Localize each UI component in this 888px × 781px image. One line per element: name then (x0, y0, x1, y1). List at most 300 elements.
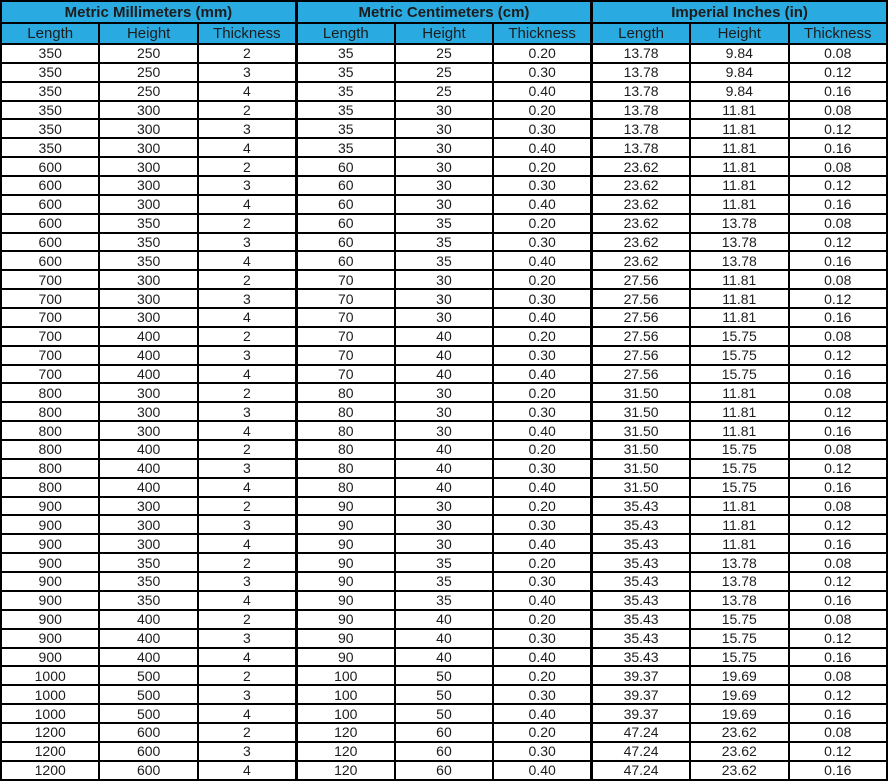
cell: 900 (1, 497, 99, 516)
cell: 0.12 (789, 402, 888, 421)
cell: 15.75 (690, 459, 788, 478)
cell: 3 (198, 289, 296, 308)
cell: 500 (99, 704, 197, 723)
cell: 0.30 (493, 459, 591, 478)
cell: 13.78 (690, 251, 788, 270)
cell: 80 (296, 440, 394, 459)
cell: 23.62 (690, 761, 788, 780)
cell: 3 (198, 233, 296, 252)
cell: 19.69 (690, 685, 788, 704)
cell: 13.78 (690, 591, 788, 610)
cell: 11.81 (690, 515, 788, 534)
cell: 600 (99, 723, 197, 742)
cell: 11.81 (690, 101, 788, 120)
cell: 27.56 (592, 346, 690, 365)
cell: 0.30 (493, 685, 591, 704)
cell: 300 (99, 270, 197, 289)
cell: 35.43 (592, 572, 690, 591)
cell: 600 (1, 176, 99, 195)
cell: 13.78 (592, 82, 690, 101)
cell: 19.69 (690, 704, 788, 723)
cell: 300 (99, 421, 197, 440)
cell: 0.12 (789, 742, 888, 761)
table-row (1, 515, 887, 534)
cell: 1000 (1, 666, 99, 685)
cell: 60 (395, 723, 493, 742)
cell: 40 (395, 610, 493, 629)
cell: 0.16 (789, 251, 888, 270)
cell: 0.20 (493, 327, 591, 346)
cell: 3 (198, 119, 296, 138)
cell: 0.12 (789, 459, 888, 478)
group-header-metric-mm: Metric Millimeters (mm) (1, 1, 296, 23)
cell: 0.30 (493, 233, 591, 252)
cell: 35.43 (592, 553, 690, 572)
cell: 1200 (1, 723, 99, 742)
cell: 600 (99, 742, 197, 761)
cell: 31.50 (592, 402, 690, 421)
cell: 60 (296, 233, 394, 252)
cell: 35 (296, 101, 394, 120)
table-row (1, 591, 887, 610)
cell: 350 (1, 82, 99, 101)
cell: 11.81 (690, 497, 788, 516)
cell: 35 (296, 119, 394, 138)
column-header-mm-thickness: Thickness (198, 23, 296, 44)
cell: 90 (296, 629, 394, 648)
cell: 300 (99, 534, 197, 553)
cell: 350 (1, 63, 99, 82)
cell: 900 (1, 648, 99, 667)
cell: 0.12 (789, 629, 888, 648)
cell: 40 (395, 440, 493, 459)
cell: 40 (395, 648, 493, 667)
cell: 35 (395, 553, 493, 572)
cell: 0.12 (789, 572, 888, 591)
cell: 2 (198, 723, 296, 742)
cell: 80 (296, 421, 394, 440)
cell: 31.50 (592, 383, 690, 402)
table-row (1, 63, 887, 82)
cell: 3 (198, 742, 296, 761)
cell: 3 (198, 176, 296, 195)
cell: 600 (1, 214, 99, 233)
cell: 2 (198, 44, 296, 63)
cell: 0.08 (789, 157, 888, 176)
cell: 3 (198, 63, 296, 82)
cell: 0.12 (789, 63, 888, 82)
cell: 600 (1, 195, 99, 214)
table-row (1, 440, 887, 459)
cell: 35.43 (592, 515, 690, 534)
cell: 350 (99, 214, 197, 233)
cell: 0.30 (493, 572, 591, 591)
table-row (1, 251, 887, 270)
cell: 0.12 (789, 176, 888, 195)
group-header-imperial-in: Imperial Inches (in) (592, 1, 887, 23)
cell: 0.40 (493, 308, 591, 327)
cell: 60 (395, 742, 493, 761)
cell: 70 (296, 308, 394, 327)
cell: 0.08 (789, 440, 888, 459)
cell: 70 (296, 365, 394, 384)
cell: 70 (296, 289, 394, 308)
cell: 300 (99, 176, 197, 195)
cell: 0.12 (789, 119, 888, 138)
cell: 35.43 (592, 629, 690, 648)
cell: 2 (198, 101, 296, 120)
cell: 35 (395, 572, 493, 591)
cell: 31.50 (592, 478, 690, 497)
cell: 3 (198, 629, 296, 648)
cell: 4 (198, 308, 296, 327)
cell: 0.20 (493, 610, 591, 629)
cell: 4 (198, 421, 296, 440)
cell: 120 (296, 761, 394, 780)
table-row (1, 270, 887, 289)
cell: 40 (395, 346, 493, 365)
table-row (1, 742, 887, 761)
cell: 250 (99, 82, 197, 101)
cell: 3 (198, 402, 296, 421)
cell: 15.75 (690, 648, 788, 667)
cell: 80 (296, 478, 394, 497)
cell: 500 (99, 666, 197, 685)
cell: 300 (99, 308, 197, 327)
cell: 35 (395, 251, 493, 270)
cell: 300 (99, 138, 197, 157)
cell: 900 (1, 591, 99, 610)
table-row (1, 553, 887, 572)
cell: 0.40 (493, 534, 591, 553)
column-header-mm-height: Height (99, 23, 197, 44)
table-row (1, 610, 887, 629)
cell: 400 (99, 478, 197, 497)
cell: 0.30 (493, 63, 591, 82)
cell: 250 (99, 44, 197, 63)
cell: 300 (99, 101, 197, 120)
cell: 31.50 (592, 421, 690, 440)
cell: 300 (99, 289, 197, 308)
cell: 2 (198, 440, 296, 459)
cell: 40 (395, 365, 493, 384)
cell: 0.08 (789, 101, 888, 120)
cell: 100 (296, 666, 394, 685)
cell: 47.24 (592, 723, 690, 742)
cell: 4 (198, 478, 296, 497)
cell: 800 (1, 440, 99, 459)
cell: 3 (198, 459, 296, 478)
group-header-row (1, 1, 887, 23)
cell: 350 (1, 44, 99, 63)
cell: 11.81 (690, 195, 788, 214)
cell: 350 (99, 251, 197, 270)
cell: 700 (1, 308, 99, 327)
cell: 0.40 (493, 421, 591, 440)
cell: 2 (198, 553, 296, 572)
cell: 0.08 (789, 44, 888, 63)
cell: 50 (395, 666, 493, 685)
cell: 0.08 (789, 327, 888, 346)
cell: 4 (198, 82, 296, 101)
table-row (1, 214, 887, 233)
cell: 120 (296, 723, 394, 742)
cell: 11.81 (690, 270, 788, 289)
table-row (1, 308, 887, 327)
table-row (1, 365, 887, 384)
cell: 0.30 (493, 289, 591, 308)
cell: 13.78 (592, 138, 690, 157)
table-row (1, 383, 887, 402)
cell: 15.75 (690, 365, 788, 384)
cell: 35 (395, 591, 493, 610)
cell: 2 (198, 497, 296, 516)
cell: 4 (198, 365, 296, 384)
cell: 900 (1, 553, 99, 572)
cell: 15.75 (690, 346, 788, 365)
cell: 0.40 (493, 82, 591, 101)
cell: 30 (395, 270, 493, 289)
table-row (1, 119, 887, 138)
cell: 30 (395, 515, 493, 534)
cell: 23.62 (592, 214, 690, 233)
cell: 35 (296, 63, 394, 82)
cell: 0.20 (493, 497, 591, 516)
cell: 35 (395, 233, 493, 252)
cell: 80 (296, 459, 394, 478)
cell: 30 (395, 101, 493, 120)
cell: 11.81 (690, 383, 788, 402)
table-row (1, 101, 887, 120)
cell: 120 (296, 742, 394, 761)
cell: 600 (1, 251, 99, 270)
cell: 60 (296, 214, 394, 233)
cell: 35 (296, 44, 394, 63)
cell: 0.12 (789, 289, 888, 308)
table-row (1, 289, 887, 308)
cell: 30 (395, 421, 493, 440)
cell: 30 (395, 119, 493, 138)
table-row (1, 346, 887, 365)
table-row (1, 685, 887, 704)
cell: 9.84 (690, 63, 788, 82)
cell: 2 (198, 666, 296, 685)
cell: 9.84 (690, 82, 788, 101)
cell: 600 (1, 233, 99, 252)
cell: 11.81 (690, 421, 788, 440)
cell: 90 (296, 534, 394, 553)
table-row (1, 44, 887, 63)
cell: 50 (395, 685, 493, 704)
cell: 15.75 (690, 327, 788, 346)
cell: 0.20 (493, 440, 591, 459)
cell: 31.50 (592, 440, 690, 459)
cell: 60 (296, 195, 394, 214)
column-header-mm-length: Length (1, 23, 99, 44)
cell: 0.08 (789, 497, 888, 516)
cell: 25 (395, 44, 493, 63)
table-row (1, 761, 887, 780)
cell: 11.81 (690, 534, 788, 553)
cell: 600 (1, 157, 99, 176)
cell: 0.40 (493, 138, 591, 157)
cell: 15.75 (690, 440, 788, 459)
cell: 47.24 (592, 742, 690, 761)
cell: 35 (395, 214, 493, 233)
cell: 60 (395, 761, 493, 780)
cell: 13.78 (592, 44, 690, 63)
table-row (1, 157, 887, 176)
table-row (1, 327, 887, 346)
cell: 400 (99, 346, 197, 365)
cell: 4 (198, 591, 296, 610)
cell: 0.16 (789, 195, 888, 214)
cell: 31.50 (592, 459, 690, 478)
cell: 800 (1, 383, 99, 402)
cell: 2 (198, 383, 296, 402)
cell: 400 (99, 327, 197, 346)
cell: 0.16 (789, 478, 888, 497)
cell: 80 (296, 383, 394, 402)
cell: 350 (1, 138, 99, 157)
cell: 90 (296, 610, 394, 629)
cell: 400 (99, 629, 197, 648)
cell: 900 (1, 534, 99, 553)
cell: 0.40 (493, 365, 591, 384)
cell: 0.20 (493, 44, 591, 63)
cell: 60 (296, 176, 394, 195)
table-row (1, 138, 887, 157)
cell: 11.81 (690, 119, 788, 138)
cell: 300 (99, 515, 197, 534)
cell: 39.37 (592, 704, 690, 723)
cell: 70 (296, 327, 394, 346)
cell: 800 (1, 402, 99, 421)
cell: 35.43 (592, 610, 690, 629)
table-row (1, 723, 887, 742)
cell: 13.78 (690, 572, 788, 591)
cell: 13.78 (690, 553, 788, 572)
cell: 11.81 (690, 176, 788, 195)
cell: 0.16 (789, 761, 888, 780)
cell: 0.30 (493, 119, 591, 138)
cell: 3 (198, 685, 296, 704)
cell: 0.20 (493, 666, 591, 685)
cell: 39.37 (592, 685, 690, 704)
cell: 2 (198, 327, 296, 346)
cell: 300 (99, 383, 197, 402)
table-row (1, 629, 887, 648)
cell: 2 (198, 157, 296, 176)
cell: 90 (296, 648, 394, 667)
cell: 19.69 (690, 666, 788, 685)
cell: 23.62 (690, 742, 788, 761)
cell: 300 (99, 497, 197, 516)
cell: 23.62 (592, 195, 690, 214)
cell: 15.75 (690, 478, 788, 497)
cell: 13.78 (592, 119, 690, 138)
cell: 15.75 (690, 610, 788, 629)
table-row (1, 478, 887, 497)
cell: 300 (99, 402, 197, 421)
cell: 70 (296, 346, 394, 365)
cell: 0.08 (789, 553, 888, 572)
cell: 300 (99, 195, 197, 214)
cell: 2 (198, 270, 296, 289)
column-header-in-thickness: Thickness (789, 23, 888, 44)
cell: 300 (99, 119, 197, 138)
cell: 27.56 (592, 365, 690, 384)
cell: 0.20 (493, 553, 591, 572)
cell: 0.16 (789, 82, 888, 101)
cell: 0.16 (789, 648, 888, 667)
cell: 15.75 (690, 629, 788, 648)
cell: 40 (395, 478, 493, 497)
cell: 13.78 (592, 63, 690, 82)
cell: 0.30 (493, 515, 591, 534)
cell: 30 (395, 138, 493, 157)
cell: 0.40 (493, 761, 591, 780)
cell: 1200 (1, 742, 99, 761)
cell: 300 (99, 157, 197, 176)
cell: 35.43 (592, 534, 690, 553)
cell: 0.40 (493, 195, 591, 214)
cell: 23.62 (592, 251, 690, 270)
cell: 23.62 (592, 176, 690, 195)
table-row (1, 666, 887, 685)
cell: 3 (198, 346, 296, 365)
cell: 400 (99, 440, 197, 459)
cell: 0.12 (789, 515, 888, 534)
cell: 500 (99, 685, 197, 704)
cell: 27.56 (592, 270, 690, 289)
cell: 30 (395, 308, 493, 327)
cell: 35 (296, 138, 394, 157)
cell: 4 (198, 534, 296, 553)
cell: 250 (99, 63, 197, 82)
cell: 0.40 (493, 591, 591, 610)
cell: 1000 (1, 704, 99, 723)
cell: 0.30 (493, 346, 591, 365)
cell: 350 (1, 101, 99, 120)
cell: 400 (99, 610, 197, 629)
table-body (1, 44, 887, 780)
cell: 800 (1, 459, 99, 478)
cell: 11.81 (690, 289, 788, 308)
cell: 0.08 (789, 723, 888, 742)
cell: 39.37 (592, 666, 690, 685)
cell: 350 (99, 572, 197, 591)
cell: 0.16 (789, 421, 888, 440)
table-row (1, 572, 887, 591)
cell: 700 (1, 270, 99, 289)
cell: 0.20 (493, 383, 591, 402)
cell: 100 (296, 685, 394, 704)
table-row (1, 82, 887, 101)
cell: 13.78 (592, 101, 690, 120)
cell: 0.16 (789, 308, 888, 327)
cell: 90 (296, 515, 394, 534)
cell: 4 (198, 761, 296, 780)
cell: 11.81 (690, 138, 788, 157)
cell: 0.30 (493, 176, 591, 195)
cell: 0.20 (493, 723, 591, 742)
cell: 400 (99, 648, 197, 667)
cell: 25 (395, 63, 493, 82)
cell: 400 (99, 365, 197, 384)
cell: 47.24 (592, 761, 690, 780)
cell: 3 (198, 572, 296, 591)
